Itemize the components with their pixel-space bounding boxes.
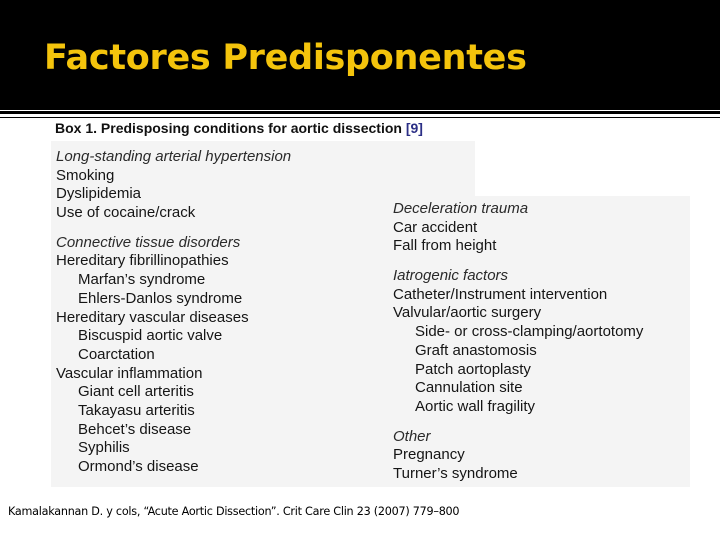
condition-item: Hereditary fibrillinopathies <box>56 252 229 270</box>
list-gap <box>393 417 643 428</box>
list-gap <box>393 256 643 267</box>
condition-item: Smoking <box>56 166 115 184</box>
slide-title: Factores Predisponentes <box>44 38 527 78</box>
list-gap <box>56 223 291 234</box>
reference-link: [9] <box>405 120 423 136</box>
condition-item: Ormond’s disease <box>78 458 199 475</box>
condition-item: Takayasu arteritis <box>78 401 195 419</box>
condition-item: Side- or cross-clamping/aortotomy <box>415 323 644 341</box>
category-heading: Iatrogenic factors <box>393 267 509 285</box>
divider-thick <box>0 111 720 114</box>
box-title <box>55 120 423 136</box>
condition-item: Biscuspid aortic valve <box>78 327 223 345</box>
category-heading: Deceleration trauma <box>393 200 529 217</box>
condition-item: Coarctation <box>78 345 155 363</box>
right-condition-list <box>393 200 643 484</box>
condition-item: Cannulation site <box>415 379 523 397</box>
condition-item: Vascular inflammation <box>56 364 203 382</box>
condition-item: Car accident <box>393 218 478 236</box>
condition-item: Pregnancy <box>393 446 465 464</box>
condition-item: Behcet’s disease <box>78 420 192 438</box>
condition-item: Marfan’s syndrome <box>78 271 206 289</box>
condition-item: Valvular/aortic surgery <box>393 304 542 322</box>
box-title-text: Box 1. Predisposing conditions for aortic dissection <box>55 120 402 136</box>
condition-item: Syphilis <box>78 439 130 457</box>
category-heading: Other <box>393 427 431 445</box>
condition-item: Giant cell arteritis <box>78 383 194 401</box>
condition-item: Use of cocaine/crack <box>56 204 196 222</box>
condition-item: Dyslipidemia <box>56 185 142 203</box>
category-heading: Long-standing arterial hypertension <box>56 148 292 165</box>
condition-item: Aortic wall fragility <box>415 397 536 415</box>
condition-item: Catheter/Instrument intervention <box>393 285 608 303</box>
condition-item: Fall from height <box>393 237 497 255</box>
condition-item: Hereditary vascular diseases <box>56 308 249 326</box>
divider-thin <box>0 117 720 118</box>
footer-citation: Kamalakannan D. y cols, “Acute Aortic Dissection”. Crit Care Clin 23 (2007) 779–800 <box>8 505 460 518</box>
condition-item: Patch aortoplasty <box>415 360 531 378</box>
category-heading: Connective tissue disorders <box>56 233 241 251</box>
condition-item: Turner’s syndrome <box>393 464 518 482</box>
left-condition-list <box>56 148 291 477</box>
condition-item: Ehlers-Danlos syndrome <box>78 289 243 307</box>
condition-item: Graft anastomosis <box>415 341 537 359</box>
